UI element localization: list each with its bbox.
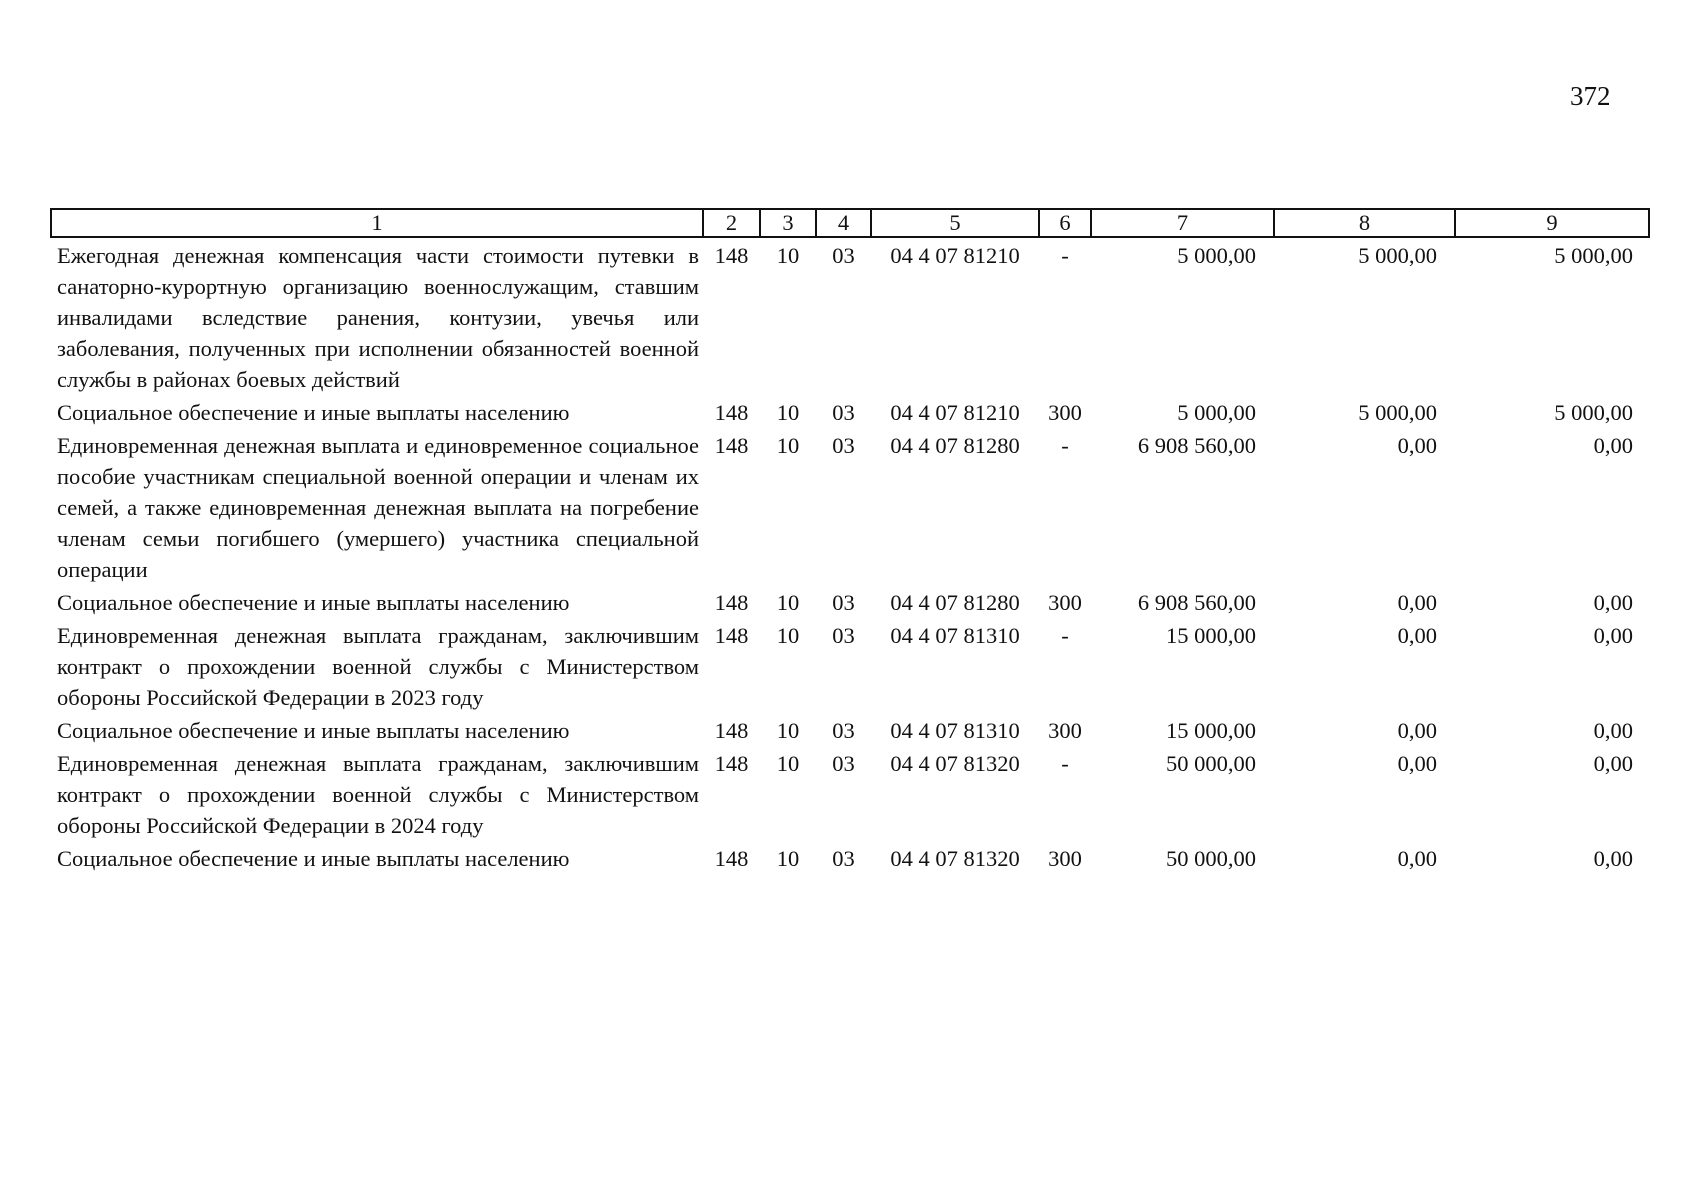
budget-table bbox=[50, 208, 1650, 874]
cell-section: 10 bbox=[776, 846, 800, 871]
cell-section: 10 bbox=[776, 623, 800, 648]
column-header-5: 5 bbox=[871, 209, 1039, 237]
cell-expense-type: 300 bbox=[1048, 590, 1082, 615]
row-description: Социальное обеспечение и иные выплаты населению bbox=[57, 718, 570, 743]
cell-amount-7: 15 000,00 bbox=[1166, 718, 1256, 743]
cell-expense-type: 300 bbox=[1048, 400, 1082, 425]
cell-section: 10 bbox=[776, 433, 800, 458]
column-header-9: 9 bbox=[1455, 209, 1649, 237]
row-description: Социальное обеспечение и иные выплаты населению bbox=[57, 846, 570, 871]
row-description: Ежегодная денежная компенсация части стоимости путевки в санаторно-курортную организацию военнослужащим, ставшим инвалидами вследствие ранения, контузии, увечья или заболевания, полученных при исполнении обязанностей военной службы в районах боевых действий bbox=[57, 243, 699, 392]
cell-target-article: 04 4 07 81320 bbox=[890, 846, 1020, 871]
cell-amount-7: 50 000,00 bbox=[1166, 751, 1256, 776]
cell-expense-type: - bbox=[1061, 751, 1069, 776]
cell-expense-type: - bbox=[1061, 243, 1069, 268]
table-row bbox=[51, 395, 1649, 428]
cell-admin-code: 148 bbox=[714, 433, 749, 458]
cell-amount-7: 5 000,00 bbox=[1177, 400, 1256, 425]
cell-amount-8: 5 000,00 bbox=[1358, 243, 1437, 268]
column-header-3: 3 bbox=[760, 209, 816, 237]
cell-admin-code: 148 bbox=[714, 590, 749, 615]
cell-subsection: 03 bbox=[832, 590, 855, 615]
column-header-8: 8 bbox=[1274, 209, 1455, 237]
cell-amount-7: 6 908 560,00 bbox=[1137, 590, 1256, 615]
cell-amount-9: 0,00 bbox=[1593, 751, 1633, 776]
cell-subsection: 03 bbox=[832, 243, 855, 268]
cell-amount-8: 0,00 bbox=[1397, 751, 1437, 776]
row-description: Социальное обеспечение и иные выплаты населению bbox=[57, 590, 570, 615]
column-header-6: 6 bbox=[1039, 209, 1091, 237]
cell-subsection: 03 bbox=[832, 400, 855, 425]
cell-expense-type: - bbox=[1061, 433, 1069, 458]
table-row bbox=[51, 841, 1649, 874]
cell-amount-8: 0,00 bbox=[1397, 433, 1437, 458]
table-row bbox=[51, 585, 1649, 618]
table-row bbox=[51, 746, 1649, 841]
cell-subsection: 03 bbox=[832, 751, 855, 776]
cell-subsection: 03 bbox=[832, 623, 855, 648]
cell-amount-9: 5 000,00 bbox=[1554, 400, 1633, 425]
cell-target-article: 04 4 07 81280 bbox=[890, 590, 1020, 615]
cell-amount-7: 50 000,00 bbox=[1166, 846, 1256, 871]
cell-subsection: 03 bbox=[832, 718, 855, 743]
page-number: 372 bbox=[1570, 81, 1611, 111]
cell-target-article: 04 4 07 81310 bbox=[890, 623, 1020, 648]
cell-admin-code: 148 bbox=[714, 846, 749, 871]
cell-admin-code: 148 bbox=[714, 751, 749, 776]
cell-amount-8: 0,00 bbox=[1397, 846, 1437, 871]
row-description: Единовременная денежная выплата гражданам, заключившим контракт о прохождении военной службы с Министерством обороны Российской Федерации в 2024 году bbox=[57, 751, 699, 838]
cell-expense-type: 300 bbox=[1048, 718, 1082, 743]
cell-expense-type: 300 bbox=[1048, 846, 1082, 871]
table-row bbox=[51, 428, 1649, 585]
cell-section: 10 bbox=[776, 243, 800, 268]
cell-target-article: 04 4 07 81280 bbox=[890, 433, 1020, 458]
cell-amount-9: 0,00 bbox=[1593, 846, 1633, 871]
cell-amount-9: 5 000,00 bbox=[1554, 243, 1633, 268]
cell-amount-7: 6 908 560,00 bbox=[1137, 433, 1256, 458]
cell-admin-code: 148 bbox=[714, 623, 749, 648]
cell-section: 10 bbox=[776, 751, 800, 776]
row-description: Единовременная денежная выплата гражданам, заключившим контракт о прохождении военной службы с Министерством обороны Российской Федерации в 2023 году bbox=[57, 623, 699, 710]
cell-subsection: 03 bbox=[832, 433, 855, 458]
column-header-2: 2 bbox=[703, 209, 760, 237]
cell-target-article: 04 4 07 81320 bbox=[890, 751, 1020, 776]
cell-admin-code: 148 bbox=[714, 400, 749, 425]
cell-amount-8: 5 000,00 bbox=[1358, 400, 1437, 425]
table-row bbox=[51, 237, 1649, 395]
cell-amount-9: 0,00 bbox=[1593, 433, 1633, 458]
cell-amount-8: 0,00 bbox=[1397, 718, 1437, 743]
cell-expense-type: - bbox=[1061, 623, 1069, 648]
row-description: Единовременная денежная выплата и единовременное социальное пособие участникам специальной военной операции и членам их семей, а также единовременная денежная выплата на погребение членам семьи погибшего (умершего) участника специальной операции bbox=[57, 433, 699, 582]
cell-amount-7: 5 000,00 bbox=[1177, 243, 1256, 268]
cell-admin-code: 148 bbox=[714, 243, 749, 268]
column-header-1: 1 bbox=[51, 209, 703, 237]
cell-amount-8: 0,00 bbox=[1397, 590, 1437, 615]
row-description: Социальное обеспечение и иные выплаты населению bbox=[57, 400, 570, 425]
cell-subsection: 03 bbox=[832, 846, 855, 871]
cell-section: 10 bbox=[776, 718, 800, 743]
cell-amount-9: 0,00 bbox=[1593, 718, 1633, 743]
cell-target-article: 04 4 07 81210 bbox=[890, 400, 1020, 425]
cell-section: 10 bbox=[776, 590, 800, 615]
cell-target-article: 04 4 07 81210 bbox=[890, 243, 1020, 268]
column-header-7: 7 bbox=[1091, 209, 1274, 237]
cell-amount-9: 0,00 bbox=[1593, 623, 1633, 648]
header-row bbox=[51, 209, 1649, 237]
cell-section: 10 bbox=[776, 400, 800, 425]
cell-amount-8: 0,00 bbox=[1397, 623, 1437, 648]
cell-amount-9: 0,00 bbox=[1593, 590, 1633, 615]
cell-target-article: 04 4 07 81310 bbox=[890, 718, 1020, 743]
table-row bbox=[51, 618, 1649, 713]
cell-amount-7: 15 000,00 bbox=[1166, 623, 1256, 648]
column-header-4: 4 bbox=[816, 209, 871, 237]
table-row bbox=[51, 713, 1649, 746]
cell-admin-code: 148 bbox=[714, 718, 749, 743]
